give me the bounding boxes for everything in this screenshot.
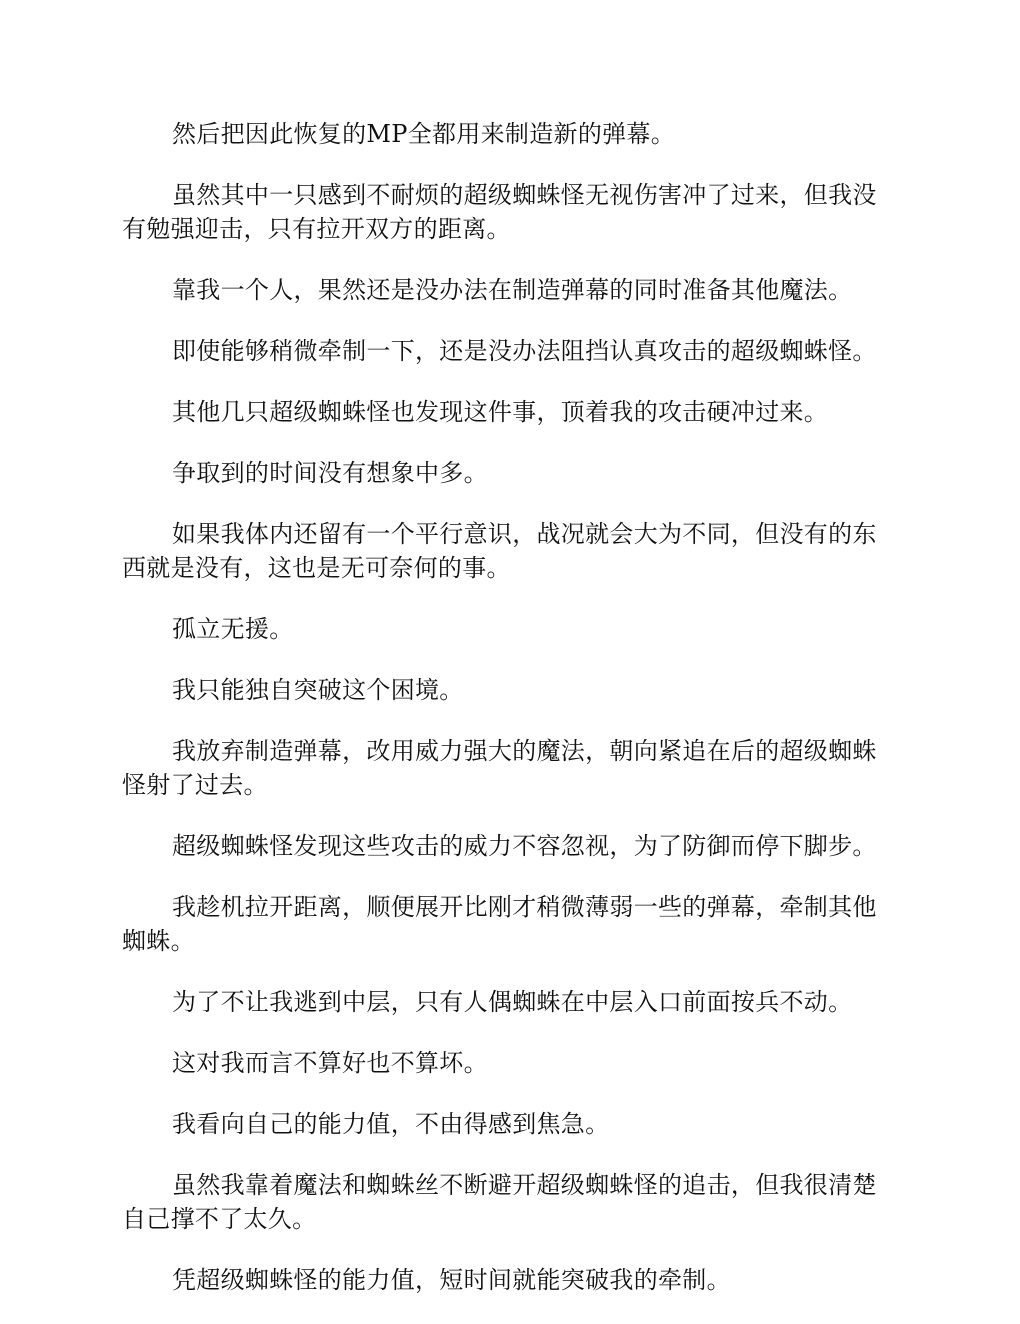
paragraph: 超级蜘蛛怪发现这些攻击的威力不容忽视，为了防御而停下脚步。 bbox=[172, 832, 877, 860]
paragraph: 我放弃制造弹幕，改用威力强大的魔法，朝向紧追在后的超级蜘蛛怪射了过去。 bbox=[122, 737, 877, 799]
paragraph: 孤立无援。 bbox=[172, 615, 294, 643]
paragraph: 如果我体内还留有一个平行意识，战况就会大为不同，但没有的东西就是没有，这也是无可奈何的事。 bbox=[122, 520, 877, 582]
paragraph: 凭超级蜘蛛怪的能力值，短时间就能突破我的牵制。 bbox=[172, 1266, 731, 1294]
paragraph: 虽然我靠着魔法和蜘蛛丝不断避开超级蜘蛛怪的追击，但我很清楚自己撑不了太久。 bbox=[122, 1171, 877, 1233]
paragraph: 我趁机拉开距离，顺便展开比刚才稍微薄弱一些的弹幕，牵制其他蜘蛛。 bbox=[122, 893, 877, 955]
paragraph: 其他几只超级蜘蛛怪也发现这件事，顶着我的攻击硬冲过来。 bbox=[172, 398, 829, 426]
paragraph: 靠我一个人，果然还是没办法在制造弹幕的同时准备其他魔法。 bbox=[172, 276, 853, 304]
paragraph: 然后把因此恢复的MP全都用来制造新的弹幕。 bbox=[172, 120, 676, 148]
paragraph: 虽然其中一只感到不耐烦的超级蜘蛛怪无视伤害冲了过来，但我没有勉强迎击，只有拉开双方的距离。 bbox=[122, 181, 877, 243]
paragraph: 我只能独自突破这个困境。 bbox=[172, 676, 464, 704]
paragraph: 这对我而言不算好也不算坏。 bbox=[172, 1049, 488, 1077]
paragraph: 争取到的时间没有想象中多。 bbox=[172, 459, 488, 487]
document-page bbox=[122, 117, 898, 1324]
paragraph: 为了不让我逃到中层，只有人偶蜘蛛在中层入口前面按兵不动。 bbox=[172, 988, 853, 1016]
paragraph: 我看向自己的能力值，不由得感到焦急。 bbox=[172, 1110, 610, 1138]
paragraph: 即使能够稍微牵制一下，还是没办法阻挡认真攻击的超级蜘蛛怪。 bbox=[172, 337, 877, 365]
